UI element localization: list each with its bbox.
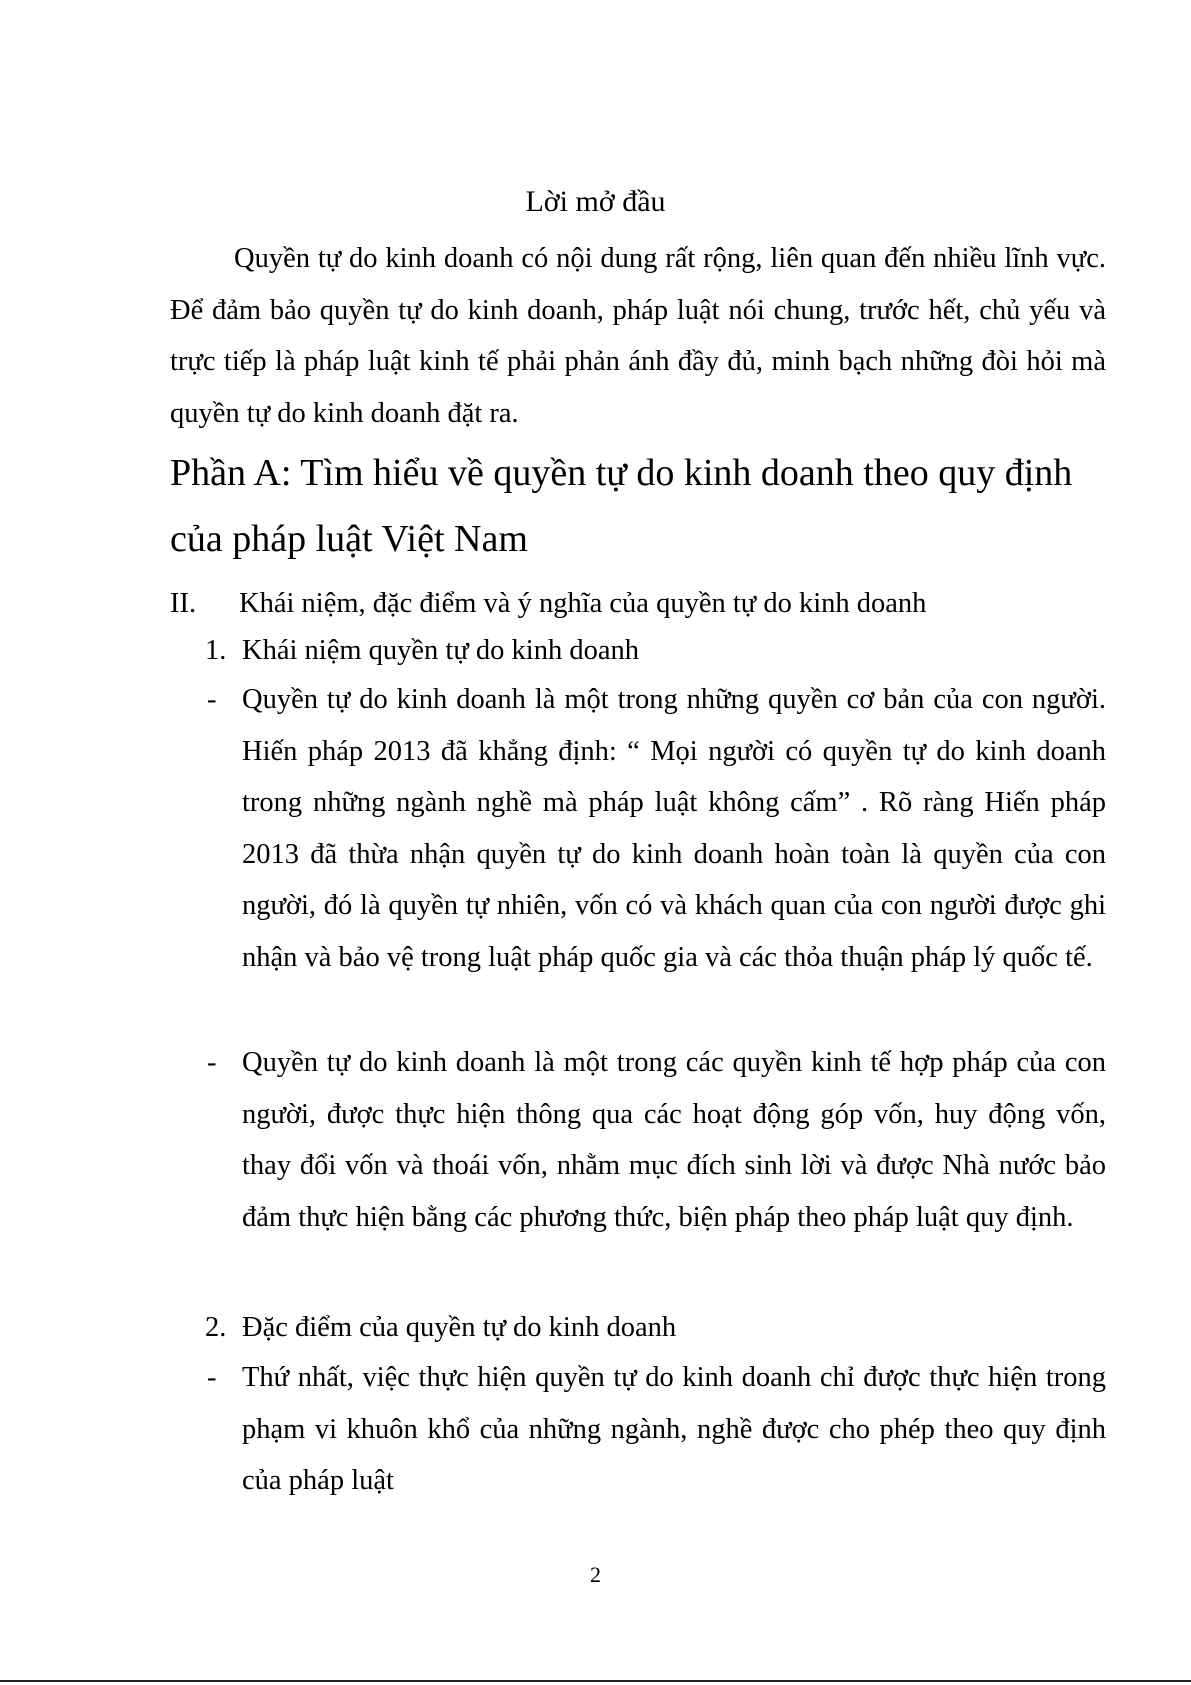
bullet-item <box>207 1352 1106 1507</box>
intro-paragraph: Quyền tự do kinh doanh có nội dung rất rộng, liên quan đến nhiều lĩnh vực. Để đảm bảo quyền tự do kinh doanh, pháp luật nói chung, trước hết, chủ yếu và trực tiếp là pháp luật kinh tế phải phản ánh đầy đủ, minh bạch những đòi hỏi mà quyền tự do kinh doanh đặt ra. <box>170 243 1106 429</box>
bullet-item <box>207 674 1106 983</box>
bullet-dash: - <box>207 684 217 715</box>
bottom-divider <box>0 1680 1191 1682</box>
bullet-dash: - <box>207 1047 217 1078</box>
subsection-title: Đặc điểm của quyền tự do kinh doanh <box>242 1312 677 1343</box>
subsection-heading-2 <box>205 1306 676 1350</box>
section-heading <box>170 582 926 626</box>
subsection-heading-1 <box>205 629 639 673</box>
part-heading: Phần A: Tìm hiểu về quyền tự do kinh doanh theo quy định của pháp luật Việt Nam <box>170 452 1073 560</box>
subsection-number: 1. <box>205 635 227 666</box>
bullet-text: Thứ nhất, việc thực hiện quyền tự do kinh doanh chỉ được thực hiện trong phạm vi khuôn khổ của những ngành, nghề được cho phép theo quy định của pháp luật <box>242 1362 1106 1496</box>
subsection-title: Khái niệm quyền tự do kinh doanh <box>242 635 639 666</box>
section-number: II. <box>170 588 197 619</box>
bullet-text: Quyền tự do kinh doanh là một trong những quyền cơ bản của con người. Hiến pháp 2013 đã khẳng định: “ Mọi người có quyền tự do kinh doanh trong những ngành nghề mà pháp luật không cấm” . Rõ ràng Hiến pháp 2013 đã thừa nhận quyền tự do kinh doanh hoàn toàn là quyền của con người, đó là quyền tự nhiên, vốn có và khách quan của con người được ghi nhận và bảo vệ trong luật pháp quốc gia và các thỏa thuận pháp lý quốc tế. <box>242 684 1106 973</box>
document-title: Lời mở đầu <box>525 185 666 218</box>
subsection-number: 2. <box>205 1312 227 1343</box>
section-title: Khái niệm, đặc điểm và ý nghĩa của quyền tự do kinh doanh <box>239 588 927 619</box>
bullet-text: Quyền tự do kinh doanh là một trong các quyền kinh tế hợp pháp của con người, được thực hiện thông qua các hoạt động góp vốn, huy động vốn, thay đổi vốn và thoái vốn, nhằm mục đích sinh lời và được Nhà nước bảo đảm thực hiện bằng các phương thức, biện pháp theo pháp luật quy định. <box>242 1047 1106 1233</box>
bullet-item <box>207 1037 1106 1243</box>
page-number: 2 <box>590 1562 601 1587</box>
bullet-dash: - <box>207 1362 217 1393</box>
